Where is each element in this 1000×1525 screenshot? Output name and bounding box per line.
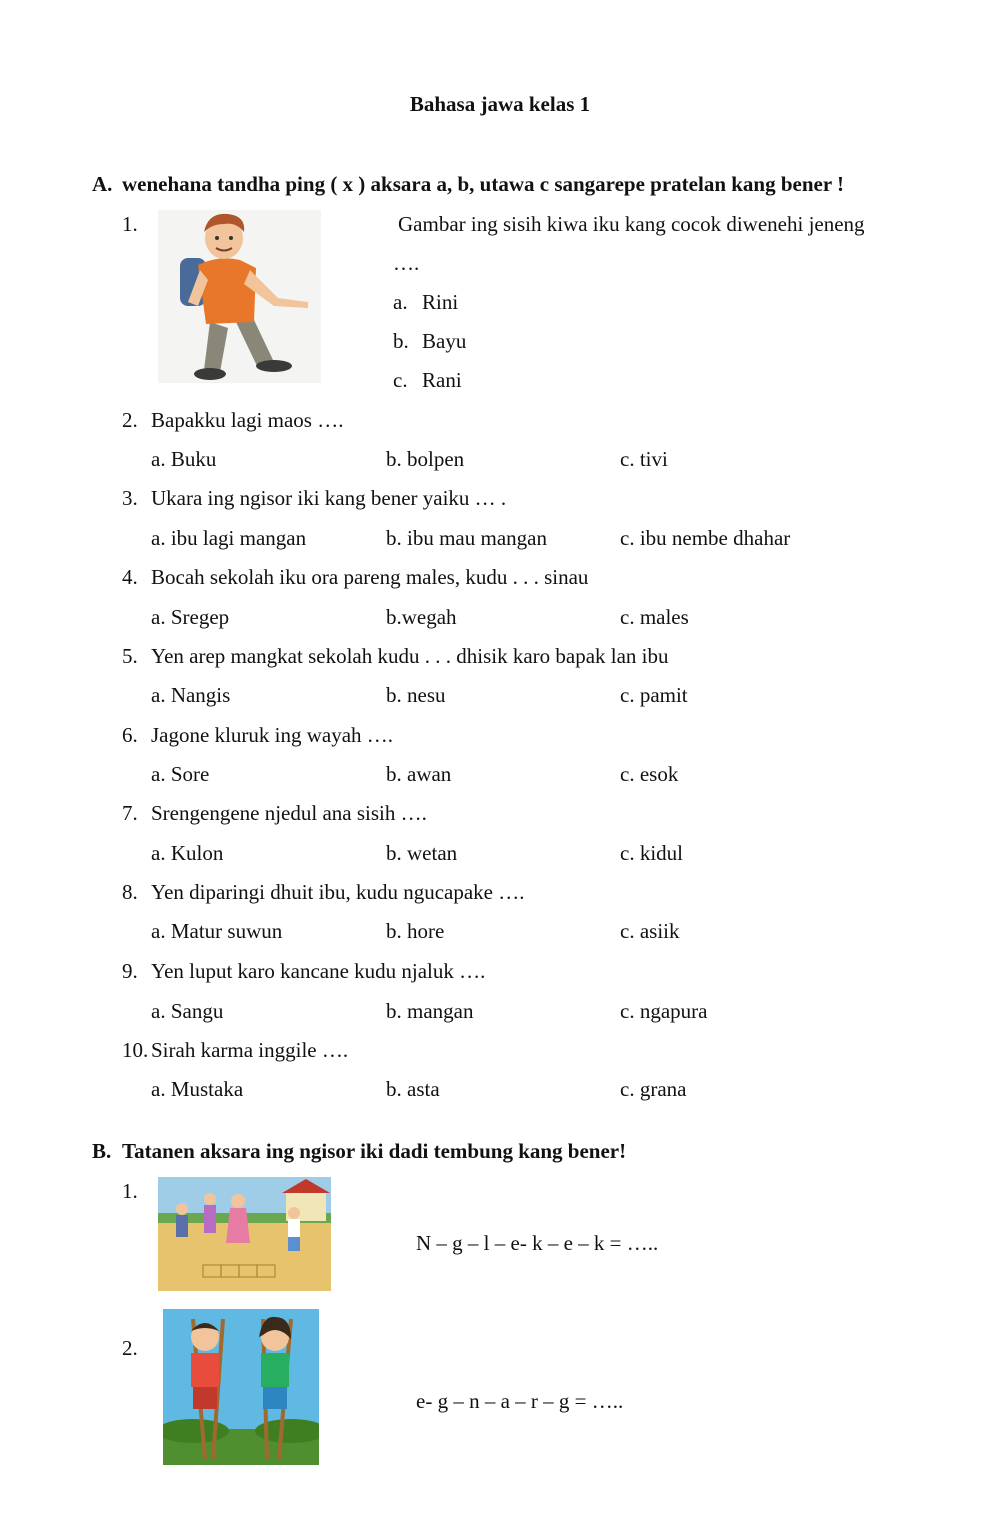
question-text: Srengengene njedul ana sisih ….	[151, 801, 427, 825]
question-number: 3.	[122, 486, 138, 510]
question-number: 5.	[122, 644, 138, 668]
option-a[interactable]: a. Mustaka	[151, 1077, 244, 1101]
question-text: Sirah karma inggile ….	[151, 1038, 349, 1062]
option-b[interactable]: b. wetan	[386, 841, 458, 865]
option-c[interactable]: c. tivi	[620, 447, 668, 471]
option-b[interactable]: b. asta	[386, 1077, 440, 1101]
b-item-puzzle: N – g – l – e- k – e – k = …..	[416, 1231, 659, 1255]
question-number: 9.	[122, 959, 138, 983]
option-c[interactable]: c. pamit	[620, 683, 688, 707]
option-a[interactable]: a. ibu lagi mangan	[151, 526, 307, 550]
option-a[interactable]: a. Nangis	[151, 683, 231, 707]
question-number: 2.	[122, 408, 138, 432]
option-c[interactable]: c. kidul	[620, 841, 683, 865]
section-b-instruction: Tatanen aksara ing ngisor iki dadi tembung kang bener!	[122, 1139, 627, 1163]
option-a[interactable]: a. Buku	[151, 447, 217, 471]
stilt-walking-illustration	[163, 1309, 319, 1465]
section-a-letter: A.	[92, 172, 113, 196]
q1-text-line2: ….	[393, 251, 420, 275]
option-b[interactable]: b.wegah	[386, 605, 457, 629]
option-b[interactable]: b. hore	[386, 919, 445, 943]
option-a[interactable]: a. Sregep	[151, 605, 230, 629]
question-text: Yen arep mangkat sekolah kudu . . . dhisik karo bapak lan ibu	[151, 644, 669, 668]
b-item-puzzle: e- g – n – a – r – g = …..	[416, 1389, 624, 1413]
question-text: Yen diparingi dhuit ibu, kudu ngucapake ….	[151, 880, 525, 904]
q1-number: 1.	[122, 212, 138, 236]
option-c[interactable]: c. asiik	[620, 919, 680, 943]
option-a[interactable]: a. Sangu	[151, 999, 224, 1023]
question-number: 6.	[122, 723, 138, 747]
page-title: Bahasa jawa kelas 1	[409, 92, 591, 116]
q1-option-letter: b.	[393, 329, 409, 353]
q1-option-text[interactable]: Rini	[422, 290, 459, 314]
option-b[interactable]: b. awan	[386, 762, 452, 786]
b-item-number: 2.	[122, 1336, 138, 1360]
option-b[interactable]: b. ibu mau mangan	[386, 526, 547, 550]
question-number: 7.	[122, 801, 138, 825]
question-text: Ukara ing ngisor iki kang bener yaiku … .	[151, 486, 507, 510]
q1-option-letter: a.	[393, 290, 408, 314]
boy-illustration	[158, 210, 321, 383]
q1-option-text[interactable]: Rani	[422, 368, 462, 392]
question-text: Bocah sekolah iku ora pareng males, kudu . . . sinau	[151, 565, 589, 589]
question-text: Jagone kluruk ing wayah ….	[151, 723, 394, 747]
option-c[interactable]: c. ibu nembe dhahar	[620, 526, 791, 550]
option-b[interactable]: b. nesu	[386, 683, 446, 707]
option-a[interactable]: a. Kulon	[151, 841, 224, 865]
option-b[interactable]: b. bolpen	[386, 447, 465, 471]
section-b-letter: B.	[92, 1139, 112, 1163]
q1-option-letter: c.	[393, 368, 408, 392]
option-c[interactable]: c. ngapura	[620, 999, 708, 1023]
option-a[interactable]: a. Matur suwun	[151, 919, 283, 943]
question-text: Yen luput karo kancane kudu njaluk ….	[151, 959, 486, 983]
b-item-number: 1.	[122, 1179, 138, 1203]
question-text: Bapakku lagi maos ….	[151, 408, 344, 432]
option-a[interactable]: a. Sore	[151, 762, 210, 786]
question-number: 10.	[122, 1038, 149, 1062]
question-number: 8.	[122, 880, 138, 904]
option-c[interactable]: c. grana	[620, 1077, 687, 1101]
q1-option-text[interactable]: Bayu	[422, 329, 467, 353]
question-number: 4.	[122, 565, 138, 589]
section-a-instruction: wenehana tandha ping ( x ) aksara a, b, utawa c sangarepe pratelan kang bener !	[122, 172, 845, 196]
option-c[interactable]: c. esok	[620, 762, 679, 786]
option-b[interactable]: b. mangan	[386, 999, 474, 1023]
option-c[interactable]: c. males	[620, 605, 689, 629]
children-playing-illustration	[158, 1177, 331, 1291]
q1-text-line1: Gambar ing sisih kiwa iku kang cocok diwenehi jeneng	[398, 212, 865, 236]
